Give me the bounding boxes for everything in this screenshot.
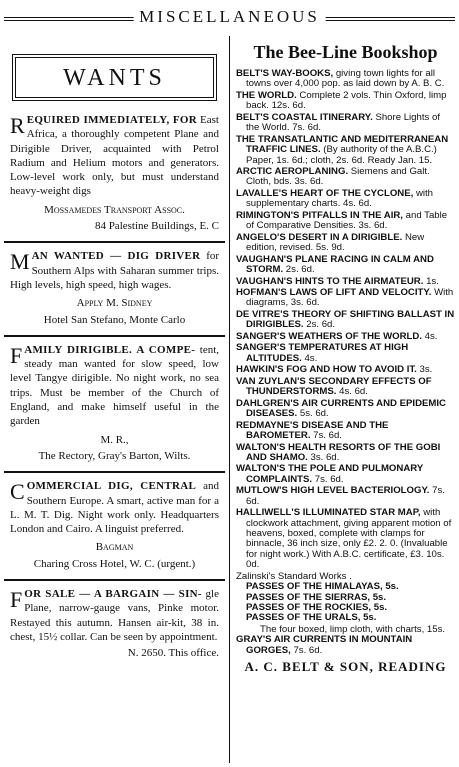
wants-column [4,38,225,669]
ad-signature: Bagman [95,541,134,554]
book-details: 7s. 6d. [290,644,323,656]
ad-body: and Southern Europe. A smart, active man for a L. M. T. Dig. Night work only. Headquarters London and Cairo. A linguist preferred. [10,480,219,536]
book-title: DE VITRE'S THEORY OF SHIFTING BALLAST IN DIRIGIBLES. [236,308,455,331]
column-divider [229,36,230,763]
book-details: with supplementary charts. 4s. 6d. [246,187,434,210]
book-title: SANGER'S TEMPERATURES AT HIGH ALTITUDES. [236,342,409,364]
bookshop-title: The Bee-Line Bookshop [253,42,438,62]
book-details: Shore Lights of the World. 7s. 6d. [246,111,440,134]
book-title: SANGER'S WEATHERS OF THE WORLD. [236,330,422,342]
ad-commercial-dig [4,471,225,579]
book-entry [236,421,455,442]
zalinski-heading: Zalinski's Standard Works . [236,570,352,582]
section-banner [4,4,455,34]
book-entry [236,332,455,342]
banner-title: MISCELLANEOUS [133,7,326,27]
book-entry [236,377,455,398]
ad-body: East Africa, a thoroughly competent Plane and Dirigible Driver, acquainted with Petrol Radium and Helium motors and generators. Low-level work only, but must understand heavy-weight digs [10,114,219,198]
book-entry [236,277,455,287]
book-list [236,69,455,571]
book-details: with clockwork attachment, giving apparent motion of heavens, boxed, complete with clamps for binnacle, 36 inch size, only £2. 2. 0. (Invaluable for night work.) With A.B.C. certificate, £3. 10s. 0d. [246,507,452,571]
book-title: HOFMAN'S LAWS OF LIFT AND VELOCITY. [236,287,432,299]
ad-text [10,249,219,292]
book-title: WALTON'S THE POLE AND PULMONARY COMPLAINTS. [236,463,424,485]
zalinski-note: The four boxed, limp cloth, with charts, 15s. [260,623,446,635]
book-title: DAHLGREN'S AIR CURRENTS AND EPIDEMIC DISEASES. [236,397,446,420]
ad-for-sale [4,579,225,668]
wants-heading: WANTS [15,57,214,98]
zalinski-entry: PASSES OF THE URALS, 5s. [246,612,377,624]
book-entry [236,443,455,464]
book-entry [236,508,455,570]
book-title: LAVALLE'S HEART OF THE CYCLONE, [236,187,414,199]
book-entry [236,233,455,254]
ad-signature: M. R., [100,433,129,446]
book-entry [236,365,455,375]
ad-required-immediately [4,113,225,241]
book-details: New edition, revised. 5s. 9d. [246,231,425,254]
book-entry [236,211,455,232]
drop-cap: F [10,342,23,368]
book-details: Siemens and Galt. Cloth, bds. 3s. 6d. [246,166,430,188]
book-entry [236,255,455,276]
drop-cap: R [10,113,25,138]
book-entry [236,343,455,364]
ad-body: tent, steady man wanted for slow speed, low level Tangye dirigible. No night work, no sea trips. Must be member of the Church of England, and make himself useful in the garden [10,343,220,428]
book-title: THE TRANSATLANTIC AND MEDITERRANEAN TRAFFIC LINES. [236,133,449,156]
ad-text [10,343,219,429]
book-details: 1s. [423,275,439,287]
book-title: VAUGHAN'S HINTS TO THE AIRMATEUR. [236,275,424,287]
book-list-last [236,635,455,656]
ad-address: The Rectory, Gray's Barton, Wilts. [38,449,191,462]
book-details: 5s. 6d. [297,408,329,420]
ad-text [10,587,219,644]
book-details: 7s. 6d. [312,473,344,485]
book-entry [236,288,455,309]
ad-headline: AN WANTED — DIG DRIVER [31,250,201,263]
wants-heading-box [12,54,217,101]
book-details: 7s. 6d. [310,430,342,441]
ad-text [10,479,219,536]
book-entry [236,91,455,112]
book-details: 4s. [421,330,438,342]
ad-address: Charing Cross Hotel, W. C. (urgent.) [33,557,196,570]
ad-headline: OR SALE — A BARGAIN — SIN- [24,588,202,601]
book-details: With diagrams, 3s. 6d. [246,287,454,309]
book-entry [236,310,455,331]
book-title: REDMAYNE'S DISEASE AND THE BAROMETER. [236,419,389,441]
book-title: GRAY'S AIR CURRENTS IN MOUNTAIN GORGES, [236,634,413,656]
book-entry [236,135,455,166]
book-title: HALLIWELL'S ILLUMINATED STAR MAP, [236,507,421,519]
book-title: THE WORLD. [236,89,297,101]
ad-headline: EQUIRED IMMEDIATELY, FOR [26,114,197,126]
book-details: 3s. 6d. [307,451,340,463]
book-details: (By authority of the A.B.C.) Paper, 1s. 6d.; cloth, 2s. 6d. Ready Jan. 15. [246,144,437,166]
ad-signature: Apply M. Sidney [76,297,153,310]
book-title: ARCTIC AEROPLANING. [236,166,349,178]
book-details: 2s. 6d. [283,264,315,276]
book-details: giving town lights for all towns over 4,000 pop. as laid down by A. B. C. [246,68,445,90]
book-entry [236,464,455,485]
book-title: WALTON'S HEALTH RESORTS OF THE GOBI AND SHAMO. [236,441,441,463]
book-entry [236,113,455,134]
zalinski-entry: PASSES OF THE HIMALAYAS, 5s. [246,581,399,593]
book-entry [236,189,455,210]
drop-cap: C [10,479,25,505]
book-details: 4s. [301,352,318,364]
book-entry [236,486,455,507]
ad-address: Hotel San Stefano, Monte Carlo [43,313,186,326]
book-entry [236,399,455,420]
ad-man-wanted [4,241,225,334]
book-title: VAUGHAN'S PLANE RACING IN CALM AND STORM. [236,253,434,276]
zalinski-list [246,582,455,624]
book-details: Complete 2 vols. Thin Oxford, limp back. 12s. 6d. [246,89,447,112]
bookshop-footer: A. C. BELT & SON, READING [244,659,447,674]
ad-text [10,113,219,199]
book-details: 3s. [416,364,433,376]
ad-address: 84 Palestine Buildings, E. C [94,220,219,233]
ad-body: gle Plane, narrow-gauge vans, Pinke motor. Restayed this autumn. Hansen air-kit, 38 in. chest, 15½ collar. Can be seen by appointment. [10,588,219,643]
book-details: 2s. 6d. [303,319,336,331]
book-title: MUTLOW'S HIGH LEVEL BACTERIOLOGY. [236,485,430,497]
book-entry [236,69,455,90]
book-details: and Table of Comparative Densities. 3s. 6d. [246,209,448,232]
book-title: ANGELO'S DESERT IN A DIRIGIBLE. [236,231,403,243]
book-title: HAWKIN'S FOG AND HOW TO AVOID IT. [236,364,417,376]
book-title: BELT'S WAY-BOOKS, [236,68,334,79]
ad-headline: AMILY DIRIGIBLE. A COMPE- [24,343,196,356]
zalinski-entry: PASSES OF THE SIERRAS, 5s. [246,591,387,603]
book-title: VAN ZUYLAN'S SECONDARY EFFECTS OF THUNDERSTORMS. [236,375,432,398]
book-entry [236,635,455,656]
zalinski-entry: PASSES OF THE ROCKIES, 5s. [246,601,388,613]
ad-signature: Mossamedes Transport Assoc. [44,203,185,216]
ad-family-dirigible [4,335,225,471]
drop-cap: F [10,587,23,613]
book-details: 4s. 6d. [336,386,368,398]
book-title: BELT'S COASTAL ITINERARY. [236,111,373,123]
ad-body: for Southern Alps with Saharan summer trips. High levels, high speed, high wages. [10,250,220,291]
drop-cap: M [10,249,30,275]
ad-headline: OMMERCIAL DIG, CENTRAL [26,480,197,493]
book-title: RIMINGTON'S PITFALLS IN THE AIR, [236,209,403,221]
bookshop-column [236,40,455,675]
ad-address: N. 2650. This office. [127,647,219,660]
book-details: 7s. 6d. [246,485,445,507]
book-entry [236,167,455,188]
